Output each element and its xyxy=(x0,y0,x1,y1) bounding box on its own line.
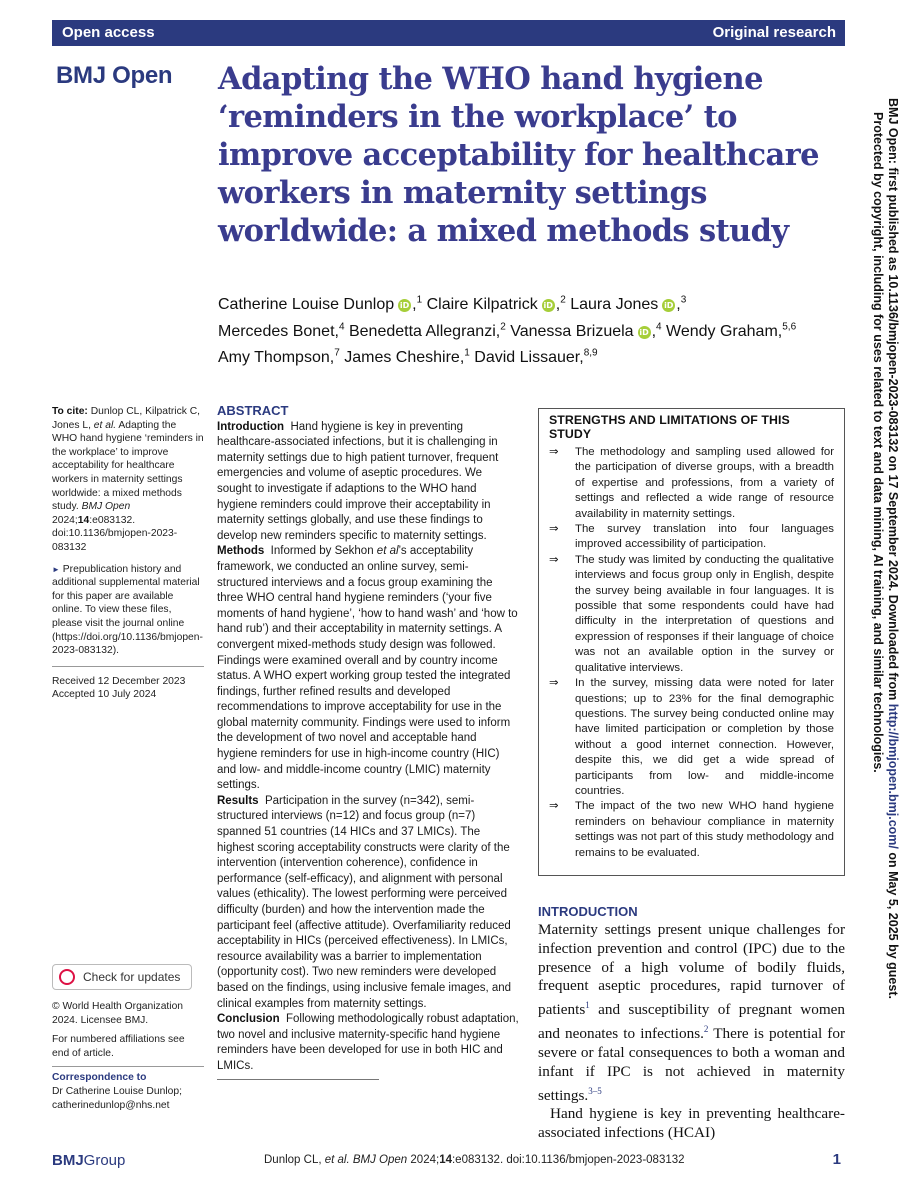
orcid-icon[interactable]: iD xyxy=(399,301,410,311)
abstract-methods-text: ’s acceptability framework, we conducted an online survey, semi-structured interviews and a focus group examining the three WHO central hand hygiene reminders (‘your five moments of hand hygiene’, ‘how to hand wash’ and ‘how to hand rub’) and their acceptability in maternity settings. A convergent mixed-methods study design was followed. Findings were examined overall and by country income status. A WHO expert working group tested the integrated findings, further refined results and developed recommendations to improve acceptability for use in the global maternity community. Findings were used to inform the development of two novel and acceptable hand hygiene reminders for use in high-income country (HIC) and low- and middle-income country (LMIC) maternity settings. xyxy=(217,545,518,792)
strength-item xyxy=(549,445,834,522)
author-name: Vanessa Brizuela xyxy=(510,322,634,340)
intro-paragraph xyxy=(538,921,845,1105)
footer-citation xyxy=(264,1154,685,1166)
cite-label: To cite: xyxy=(52,406,88,417)
intro-text: Maternity settings present unique challenges for infection prevention and control (IPC) due to the presence of a high volume of bodily fluids, frequent aseptic procedures, rapid turnover of patients xyxy=(538,921,845,1019)
abstract-conclusion-text: Following methodologically robust adaptation, two novel and inclusive maternity-specific hand hygiene reminders have been developed for use in both HIC and LMICs. xyxy=(217,1013,519,1072)
affiliation-marker: 4 xyxy=(656,321,662,333)
article-title: Adapting the WHO hand hygiene ‘reminders in the workplace’ to improve acceptability for healthcare workers in maternity settings worldwide: a mixed methods study xyxy=(218,61,819,249)
author-name: James Cheshire xyxy=(344,348,460,366)
check-for-updates-button[interactable] xyxy=(52,964,192,990)
strength-item xyxy=(549,522,834,553)
footer-cite-text: 2024; xyxy=(407,1154,440,1166)
abstract-methods-etal: et al xyxy=(376,545,399,558)
double-arrow-icon: ⇒ xyxy=(549,800,559,813)
abstract-heading: ABSTRACT xyxy=(217,403,289,418)
author: David Lissauer,$^{8,9}$ xyxy=(474,347,598,366)
strengths-heading: STRENGTHS AND LIMITATIONS OF THIS STUDY xyxy=(549,413,790,441)
author: Vanessa Brizuela iD ,$^4$ xyxy=(510,321,662,340)
notice-text: on May 5, 2025 by guest. xyxy=(886,848,900,999)
author: Laura Jones iD ,$^3$ xyxy=(570,295,687,314)
received-date: Received 12 December 2023 xyxy=(52,675,186,687)
page-number: 1 xyxy=(832,1151,841,1168)
intro-text: There is potential for severe or fatal consequences to both a woman and infant if IPC is not achieved in maternity settings. xyxy=(538,1025,846,1104)
cite-etal: et al. xyxy=(93,419,117,431)
abstract-results-label: Results xyxy=(217,794,259,807)
correspondence-name: Dr Catherine Louise Dunlop; xyxy=(52,1085,182,1097)
reference-link[interactable]: 1 xyxy=(585,1000,590,1011)
author: Benedetta Allegranzi,$^2$ xyxy=(348,321,506,340)
author-name: Claire Kilpatrick xyxy=(426,296,538,314)
abstract-methods-text: Informed by Sekhon xyxy=(270,545,377,558)
author-list xyxy=(218,290,838,369)
orcid-icon[interactable]: iD xyxy=(664,301,674,311)
author: Catherine Louise Dunlop iD ,$^1$ xyxy=(218,295,423,314)
intro-paragraph xyxy=(538,1105,845,1143)
journal-link[interactable]: http://bmjopen.bmj.com/ xyxy=(886,703,900,849)
author-name: Wendy Graham xyxy=(666,322,778,340)
cite-text: Adapting the WHO hand hygiene ‘reminders in the workplace’ to improve acceptability for healthcare workers in maternity settings worldwide: a mixed methods study. xyxy=(52,419,204,513)
logo-bold: BMJ xyxy=(52,1152,84,1169)
strength-item xyxy=(549,553,834,676)
abstract-results-text: Participation in the survey (n=342), semi-structured interviews (n=12) and focus group (n=7) spanned 51 countries (14 HICs and 37 LMICs). The highest scoring acceptability constructs were clarity of the intervention (intervention coherence), confidence in performance (self-efficacy), and alignment with personal values (ethicality). The lowest performing were perceived difficulty (burden) and how the intervention made the participant feel (affective attitude). Overfamiliarity reduced acceptability in HICs (perceived effectiveness). In LMICs, resource availability was a barrier to implementation (opportunity cost). Two new reminders were developed based on the findings, using inclusive female images, and clinical examples from maternity settings. xyxy=(217,794,512,1010)
triangle-bullet-icon: ► xyxy=(52,564,60,574)
strengths-limitations-box xyxy=(538,408,845,876)
notice-text: BMJ Open: first published as 10.1136/bmjopen-2023-083132 on 17 September 2024. Downloaded from xyxy=(886,98,900,704)
open-access-label: Open access xyxy=(62,24,155,41)
double-arrow-icon: ⇒ xyxy=(549,523,559,536)
journal-header-bar xyxy=(52,20,845,46)
notice-text: Protected by copyright, including for uses related to text and data mining, AI training, and similar technologies. xyxy=(871,112,885,773)
check-updates-icon xyxy=(59,969,75,985)
strength-text: In the survey, missing data were noted for later questions; up to 23% for the final demographic questions. The survey being conducted online may have limited participation or completion by those without a good internet connection. However, despite this, we did get a wide spread of participants from low- and middle-income countries. xyxy=(575,677,834,797)
license-block xyxy=(52,1000,204,1112)
abstract-intro-text: Hand hygiene is key in preventing healthcare-associated infections, but it is challenging in maternity settings due to high patient turnover, frequent emergencies and volume of aseptic procedures. We sought to investigate if adaptions to the WHO hand hygiene reminders could improve their acceptability in maternity settings globally, and use these findings to develop new reminders specific to maternity settings. xyxy=(217,420,499,542)
cite-volume: 14 xyxy=(77,514,90,526)
cite-block xyxy=(52,405,204,555)
footer-cite-etal: et al. BMJ Open xyxy=(324,1154,408,1166)
affiliation-marker: 7 xyxy=(334,347,340,359)
abstract-methods-label: Methods xyxy=(217,545,265,558)
footer-cite-doi: :e083132. doi:10.1136/bmjopen-2023-083132 xyxy=(451,1154,685,1166)
author: Wendy Graham,$^{5,6}$ xyxy=(666,321,797,340)
double-arrow-icon: ⇒ xyxy=(549,446,559,458)
author: Amy Thompson,$^7$ xyxy=(218,347,340,366)
abstract-text xyxy=(217,420,519,1075)
author-name: Amy Thompson xyxy=(218,348,330,366)
footer-cite-text: Dunlop CL, xyxy=(264,1154,325,1166)
strengths-list xyxy=(549,445,834,861)
journal-logo: BMJ Open xyxy=(56,62,173,89)
affiliation-marker: 2 xyxy=(560,295,566,306)
check-updates-label: Check for updates xyxy=(83,970,181,984)
correspondence-label: Correspondence to xyxy=(52,1072,147,1084)
introduction-heading: INTRODUCTION xyxy=(538,904,638,919)
divider xyxy=(217,1079,379,1080)
copyright-text: © World Health Organization 2024. Licensee BMJ. xyxy=(52,1001,184,1026)
cite-text: 2024; xyxy=(52,514,78,526)
vertical-notice-text xyxy=(870,98,900,1148)
author: James Cheshire,$^1$ xyxy=(344,347,470,366)
author-name: Mercedes Bonet xyxy=(218,322,335,340)
accepted-date: Accepted 10 July 2024 xyxy=(52,689,157,701)
correspondence-email[interactable]: catherinedunlop@nhs.net xyxy=(52,1099,170,1111)
author-name: Catherine Louise Dunlop xyxy=(218,296,395,314)
reference-link[interactable]: 3–5 xyxy=(588,1085,602,1096)
affiliation-marker: 1 xyxy=(416,295,423,306)
reference-link[interactable]: 2 xyxy=(703,1024,709,1035)
cite-text: Dunlop CL, Kilpatrick C, Jones L, xyxy=(52,406,201,431)
bmj-group-logo xyxy=(52,1152,125,1169)
affiliation-marker: 1 xyxy=(464,347,470,359)
strength-item xyxy=(549,676,834,799)
abstract-intro-label: Introduction xyxy=(217,420,285,433)
article-type-label: Original research xyxy=(712,24,836,41)
cite-doi[interactable]: :e083132. doi:10.1136/bmjopen-2023-083132 xyxy=(52,514,178,553)
author-name: Laura Jones xyxy=(570,296,659,314)
author: Claire Kilpatrick iD ,$^2$ xyxy=(426,295,566,314)
page-footer xyxy=(52,1150,845,1172)
citation-sidebar xyxy=(52,405,204,702)
cite-journal: BMJ Open xyxy=(81,501,131,513)
prepub-note xyxy=(52,563,204,658)
logo-rest: Group xyxy=(83,1152,126,1169)
author-name: David Lissauer xyxy=(474,348,580,366)
double-arrow-icon: ⇒ xyxy=(549,553,559,566)
divider xyxy=(52,666,204,667)
affiliation-marker: 2 xyxy=(500,321,506,333)
strength-text: The methodology and sampling used allowed for the participation of diverse groups, with a breadth of expertise and professions, from a variety of settings and reflected a wide range of resource availability in maternity settings. xyxy=(575,446,834,520)
vertical-download-notice xyxy=(871,98,900,1148)
affiliation-marker: 5,6 xyxy=(782,321,797,333)
intro-text: Hand hygiene is key in preventing healthcare-associated infections (HCAI) xyxy=(538,1105,845,1142)
abstract xyxy=(217,403,519,1080)
strength-text: The impact of the two new WHO hand hygiene reminders on behaviour compliance in maternity settings was not part of this study methodology and remains to be evaluated. xyxy=(575,800,834,859)
author: Mercedes Bonet,$^4$ xyxy=(218,321,345,340)
double-arrow-icon: ⇒ xyxy=(549,677,559,690)
orcid-icon[interactable]: iD xyxy=(543,301,553,311)
affiliation-marker: 4 xyxy=(338,321,345,333)
introduction-section xyxy=(538,904,845,1143)
author-name: Benedetta Allegranzi xyxy=(348,322,496,340)
strength-text: The study was limited by conducting the qualitative interviews and focus group only in English, despite the survey being available in four languages. It is possible that some respondents could have had difficulty in the interpretation of questions and expression of responses if their language of choice was not an available option in the survey or qualitative interviews. xyxy=(575,553,834,674)
affiliations-note: For numbered affiliations see end of article. xyxy=(52,1034,185,1059)
footer-cite-volume: 14 xyxy=(439,1154,452,1166)
intro-text: and susceptibility of pregnant women and neonates to infections. xyxy=(538,1001,845,1043)
abstract-conclusion-label: Conclusion xyxy=(217,1013,280,1026)
strength-item xyxy=(549,799,834,861)
affiliation-marker: 8,9 xyxy=(583,347,598,359)
divider xyxy=(52,1066,204,1067)
strength-text: The survey translation into four languages improved accessibility of participation. xyxy=(575,523,834,551)
affiliation-marker: 3 xyxy=(680,295,687,306)
prepub-text: Prepublication history and additional supplemental material for this paper are available online. To view these files, please visit the journal online (https://doi.org/10.1136/bmjopen-2023-083132). xyxy=(52,563,203,657)
orcid-icon[interactable]: iD xyxy=(639,327,649,337)
